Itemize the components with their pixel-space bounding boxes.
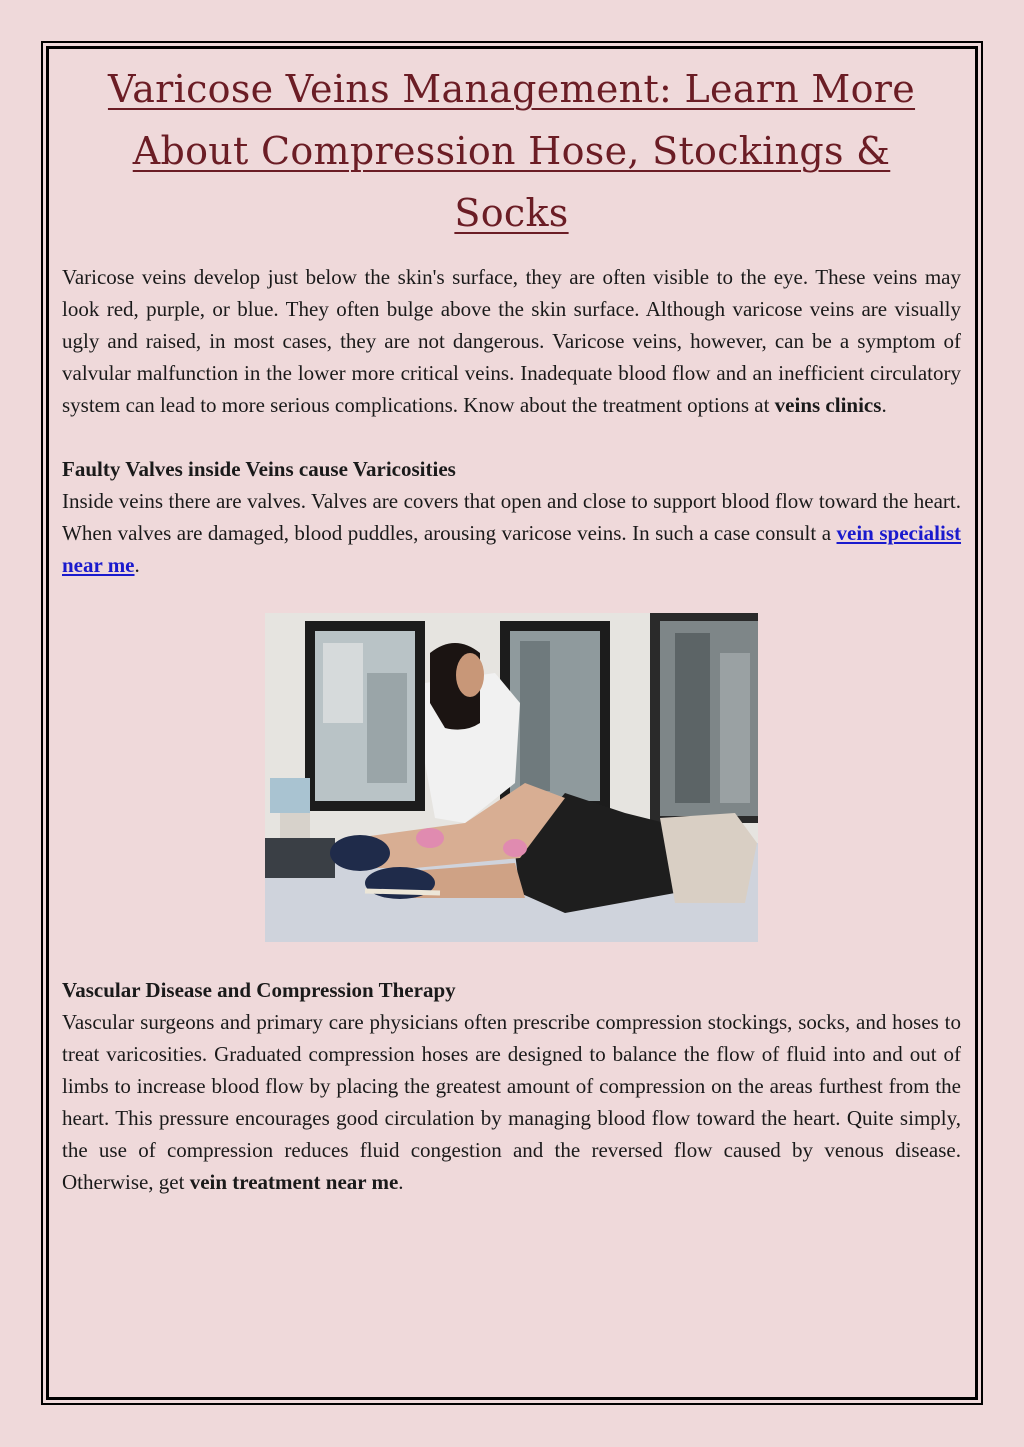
vein-treatment-bold: vein treatment near me bbox=[189, 1170, 399, 1194]
section2-end: . bbox=[398, 1170, 404, 1194]
section2-text: Vascular surgeons and primary care physicians often prescribe compression stockings, socks, and hoses to treat varicosities. Graduated compression hoses are designed to balance the flow of fluid into and out of limbs to increase blood flow by placing the greatest amount of compression on the areas furthest from the heart. This pressure encourages good circulation by managing blood flow toward the heart. Quite simply, the use of compression reduces fluid congestion and the reversed flow caused by venous disease. Otherwise, get bbox=[62, 1010, 961, 1194]
section2-paragraph bbox=[62, 1006, 961, 1198]
document-title bbox=[62, 58, 961, 244]
clinic-photo bbox=[265, 613, 758, 942]
section1-end: . bbox=[134, 553, 140, 577]
section-heading-vascular-disease: Vascular Disease and Compression Therapy bbox=[62, 978, 456, 1002]
title-line-3: Socks bbox=[454, 191, 569, 235]
section1-text: Inside veins there are valves. Valves are covers that open and close to support blood flow toward the heart. When valves are damaged, blood puddles, arousing varicose veins. In such a case consult a bbox=[62, 489, 961, 545]
section-heading-faulty-valves: Faulty Valves inside Veins cause Varicosities bbox=[62, 457, 456, 481]
intro-paragraph bbox=[62, 261, 961, 421]
intro-end: . bbox=[881, 393, 887, 417]
title-line-1: Varicose Veins Management: Learn More bbox=[107, 67, 916, 111]
title-line-2: About Compression Hose, Stockings & bbox=[132, 129, 891, 173]
intro-text: Varicose veins develop just below the skin's surface, they are often visible to the eye. These veins may look red, purple, or blue. They often bulge above the skin surface. Although varicose veins are visually ugly and raised, in most cases, they are not dangerous. Varicose veins, however, can be a symptom of valvular malfunction in the lower more critical veins. Inadequate blood flow and an inefficient circulatory system can lead to more serious complications. Know about the treatment options at bbox=[62, 265, 961, 417]
document-content bbox=[62, 58, 961, 1198]
veins-clinics-bold: veins clinics bbox=[774, 393, 882, 417]
vein-specialist-link[interactable]: vein specialist near me bbox=[62, 521, 962, 577]
section1-paragraph bbox=[62, 485, 961, 581]
